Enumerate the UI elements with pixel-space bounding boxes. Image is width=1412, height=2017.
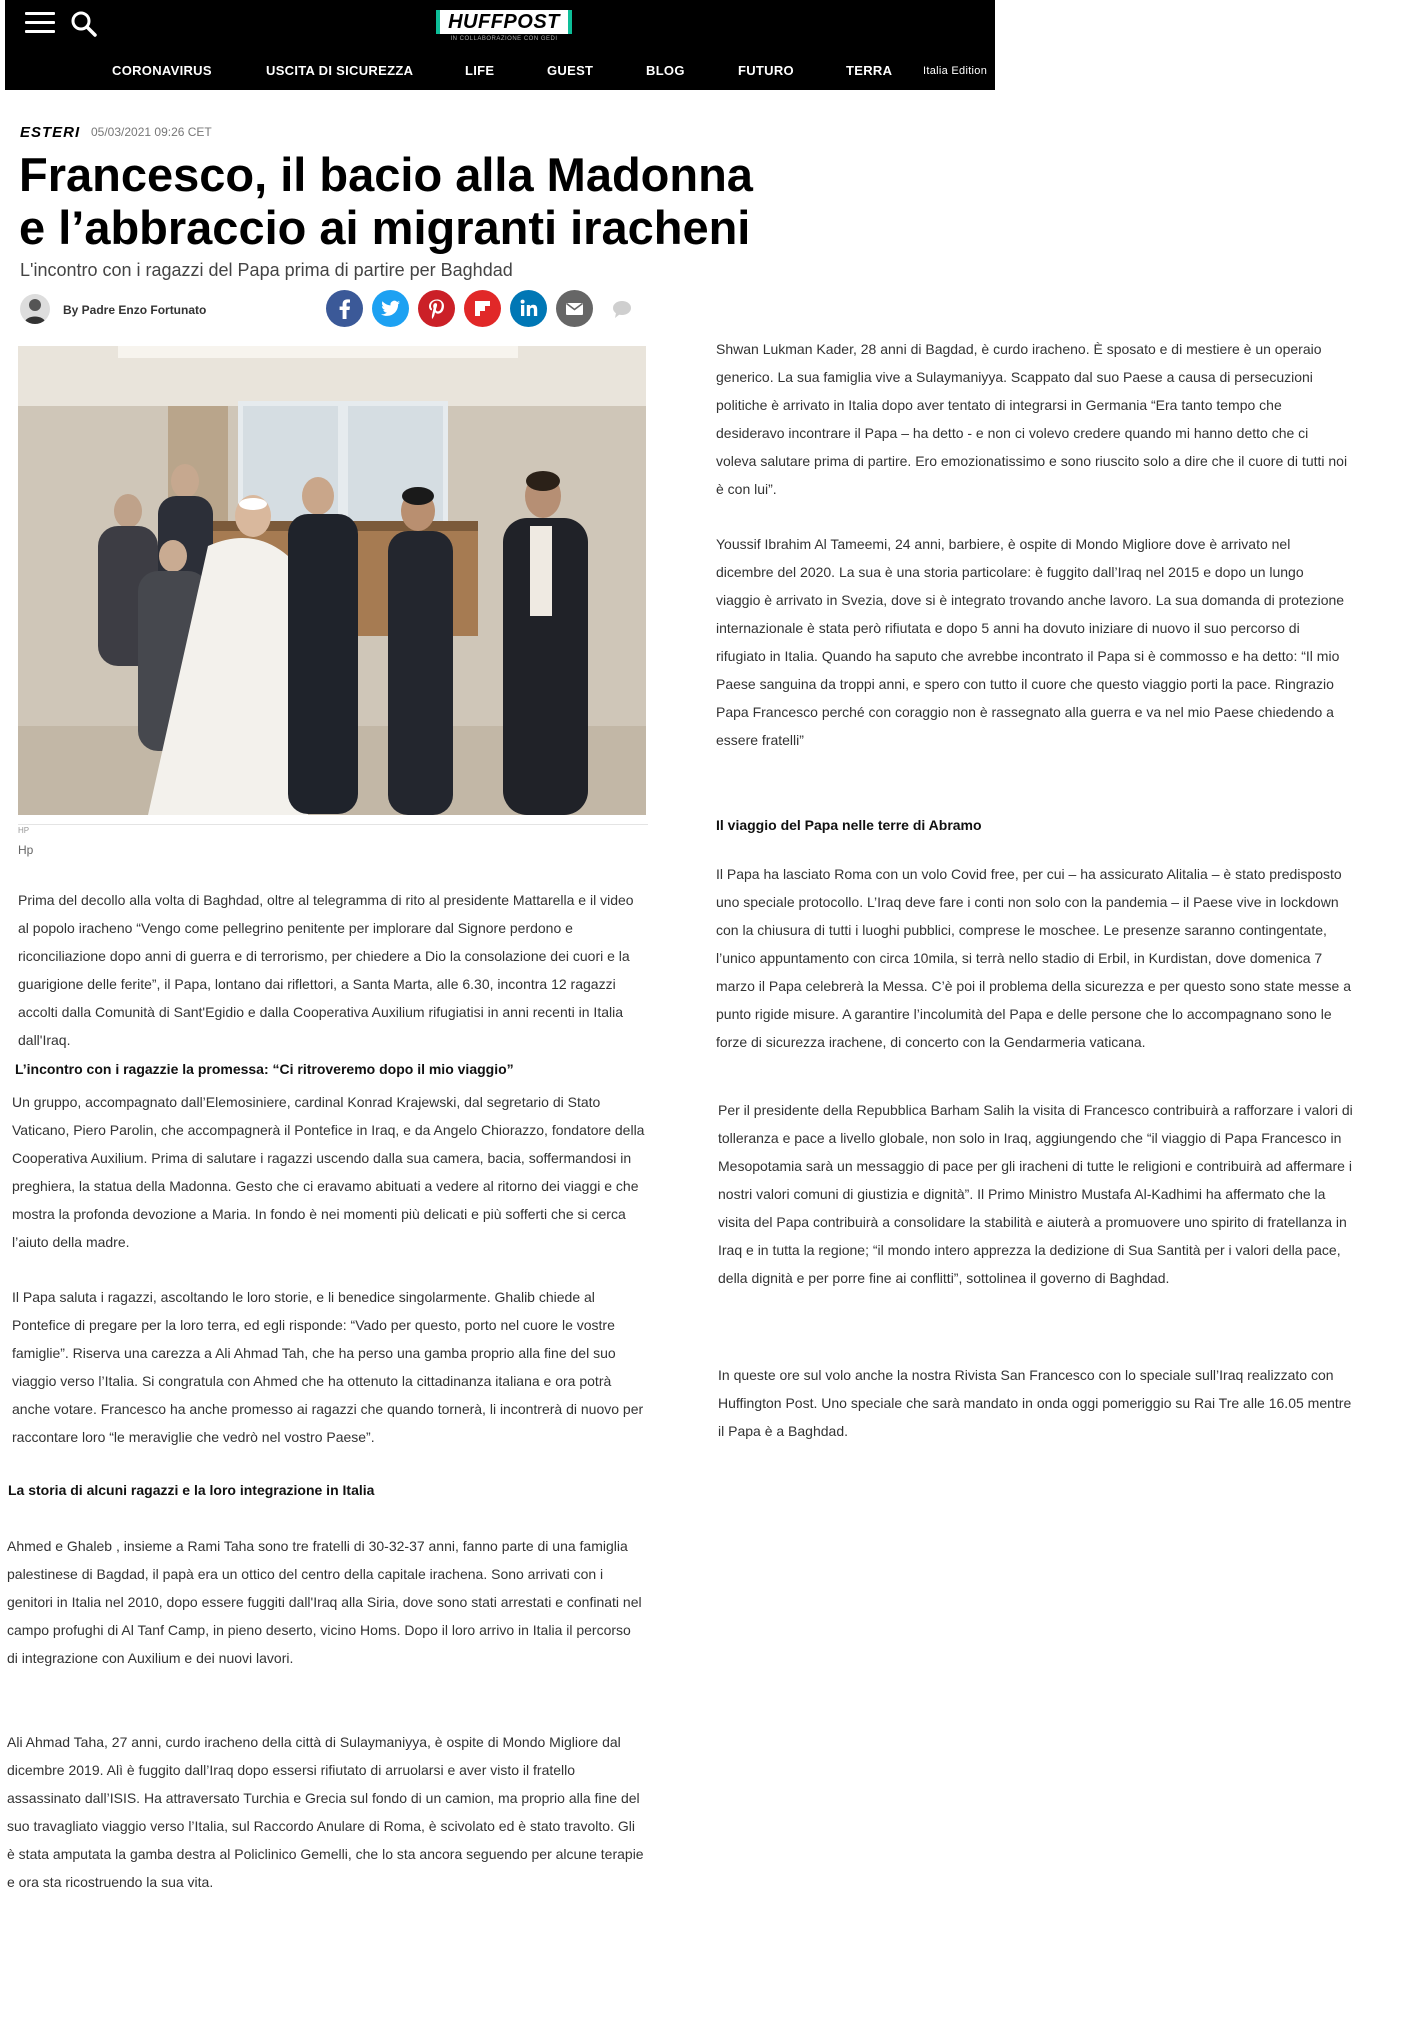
nav-item-guest[interactable]: GUEST	[547, 63, 594, 78]
share-email-button[interactable]	[556, 290, 593, 327]
paragraph: Un gruppo, accompagnato dall’Elemosiniere, cardinal Konrad Krajewski, dal segretario di Stato Vaticano, Piero Parolin, che accompagnerà il Pontefice in Iraq, e da Angelo Chiorazzo, fondatore della Cooperativa Auxilium. Prima di salutare i ragazzi uscendo dalla sua camera, bacia, soffermandosi in preghiera, la statua della Madonna. Gesto che ci eravamo abituati a vedere al ritorno dei viaggi e che mostra la profonda devozione a Maria. In fondo è nei momenti più delicati e più sofferti che si cerca l’aiuto della madre.	[12, 1094, 645, 1250]
nav-item-futuro[interactable]: FUTURO	[738, 63, 794, 78]
paragraph: Youssif Ibrahim Al Tameemi, 24 anni, barbiere, è ospite di Mondo Migliore dove è arrivato nel dicembre del 2020. La sua è una storia particolare: è fuggito dall’Iraq nel 2015 e dopo un lungo viaggio è arrivato in Svezia, dove si è integrato trovando anche lavoro. La sua domanda di protezione internazionale è stata però rifiutata e dopo 5 anni ha dovuto iniziare di nuovo il suo percorso di rifugiato in Italia. Quando ha saputo che avrebbe incontrato il Papa si è commosso e ha detto: “Il mio Paese sanguina da troppi anni, e spero con tutto il cuore che questo viaggio porti la pace. Ringrazio Papa Francesco perché con coraggio non è rassegnato alla guerra e va nel mio Paese chiedendo a essere fratelli”	[716, 536, 1345, 748]
publish-date: 05/03/2021 09:26 CET	[91, 125, 212, 139]
section-heading: Il viaggio del Papa nelle terre di Abramo	[716, 817, 982, 833]
facebook-icon	[326, 290, 363, 327]
section-heading: L’incontro con i ragazzie la promessa: “Ci ritroveremo dopo il mio viaggio”	[15, 1061, 514, 1077]
paragraph: Per il presidente della Repubblica Barham Salih la visita di Francesco contribuirà a rafforzare i valori di tolleranza e pace a livello globale, non solo in Iraq, aggiungendo che “il viaggio di Papa Francesco in Mesopotamia sarà un messaggio di pace per gli iracheni di tutte le religioni e contribuirà ad affermare i nostri valori comuni di giustizia e dignità”. Il Primo Ministro Mustafa Al-Kadhimi ha affermato che la visita del Papa contribuirà a consolidare la stabilità e aiuterà a promuovere uno spirito di fratellanza in Iraq e in tutta la regione; “il mondo intero apprezza la dedizione di Sua Santità per i valori della pace, della dignità e per porre fine ai conflitti”, sottolinea il governo di Baghdad.	[718, 1102, 1353, 1286]
paragraph: Ali Ahmad Taha, 27 anni, curdo iracheno della città di Sulaymaniyya, è ospite di Mondo Migliore dal dicembre 2019. Alì è fuggito dall’Iraq dopo essersi rifiutato di arruolarsi e aver visto il fratello assassinato dall’ISIS. Ha attraversato Turchia e Grecia sul fondo di un camion, ma proprio alla fine del suo travagliato viaggio verso l’Italia, sul Raccordo Anulare di Roma, è scivolato ed è stato travolto. Gli è stata amputata la gamba destra al Policlinico Gemelli, che lo sta ancora seguendo per alcune terapie e ora sta ricostruendo la sua vita.	[7, 1734, 644, 1890]
author-byline[interactable]: By Padre Enzo Fortunato	[63, 303, 207, 317]
paragraph: Il Papa saluta i ragazzi, ascoltando le loro storie, e li benedice singolarmente. Ghalib chiede al Pontefice di pregare per la loro terra, ed egli risponde: “Vado per questo, porto nel cuore le vostre famiglie”. Riserva una carezza a Ali Ahmad Tah, che ha perso una gamba proprio alla fine del suo viaggio verso l’Italia. Si congratula con Ahmed che ha ottenuto la cittadinanza italiana e ora potrà anche votare. Francesco ha anche promesso ai ragazzi che quando tornerà, li incontrerà di nuovo per raccontare loro “le meraviglie che vedrò nel vostro Paese”.	[12, 1289, 644, 1445]
nav-item-coronavirus[interactable]: CORONAVIRUS	[112, 63, 212, 78]
twitter-icon	[372, 290, 409, 327]
edition-selector[interactable]: Italia Edition	[923, 65, 988, 77]
share-flipboard-button[interactable]	[464, 290, 501, 327]
paragraph: In queste ore sul volo anche la nostra Rivista San Francesco con lo speciale sull’Iraq realizzato con Huffington Post. Uno speciale che sarà mandato in onda oggi pomeriggio su Rai Tre alle 16.05 mentre il Papa è a Baghdad.	[718, 1367, 1352, 1439]
logo-tagline: IN COLLABORAZIONE CON GEDI	[450, 36, 558, 42]
share-twitter-button[interactable]	[372, 290, 409, 327]
logo-wordmark: HUFFPOST	[436, 10, 572, 34]
nav-item-uscita-di-sicurezza[interactable]: USCITA DI SICUREZZA	[266, 63, 414, 78]
main-nav	[5, 53, 995, 90]
huffpost-logo[interactable]	[429, 10, 579, 40]
photo-divider	[18, 824, 648, 825]
article-subtitle: L'incontro con i ragazzi del Papa prima di partire per Baghdad	[20, 260, 513, 280]
share-linkedin-button[interactable]	[510, 290, 547, 327]
hamburger-menu-icon[interactable]	[25, 12, 55, 34]
photo-credit: Hp	[18, 843, 34, 857]
share-facebook-button[interactable]	[326, 290, 363, 327]
paragraph: Prima del decollo alla volta di Baghdad, oltre al telegramma di rito al presidente Mattarella e il video al popolo iracheno “Vengo come pellegrino penitente per implorare dal Signore perdono e riconciliazione dopo anni di guerra e di terrorismo, per chiedere a Dio la consolazione dei cuori e la guarigione delle ferite”, il Papa, lontano dai riflettori, a Santa Marta, alle 6.30, incontra 12 ragazzi accolti dalla Comunità di Sant'Egidio e dalla Cooperativa Auxilium rifugiatisi in anni recenti in Italia dall'Iraq.	[18, 892, 634, 1048]
nav-item-blog[interactable]: BLOG	[646, 63, 685, 78]
linkedin-icon	[510, 290, 547, 327]
flipboard-icon	[464, 290, 501, 327]
pinterest-icon	[418, 290, 455, 327]
article-title: Francesco, il bacio alla Madonna e l’abbraccio ai migranti iracheni	[19, 148, 753, 254]
author-avatar	[20, 294, 50, 324]
email-icon	[556, 290, 593, 327]
section-heading: La storia di alcuni ragazzi e la loro integrazione in Italia	[8, 1482, 375, 1498]
photo-credit-small: HP	[18, 826, 30, 835]
paragraph: Ahmed e Ghaleb , insieme a Rami Taha sono tre fratelli di 30-32-37 anni, fanno parte di una famiglia palestinese di Bagdad, il papà era un ottico del centro della capitale irachena. Sono arrivati con i genitori in Italia nel 2010, dopo essere fuggiti dall'Iraq alla Siria, dove sono stati arrestati e confinati nel campo profughi di Al Tanf Camp, in pieno deserto, vicino Homs. Dopo il loro arrivo in Italia il percorso di integrazione con Auxilium e dei nuovi lavori.	[7, 1538, 642, 1666]
share-pinterest-button[interactable]	[418, 290, 455, 327]
nav-item-terra[interactable]: TERRA	[846, 63, 893, 78]
comment-icon[interactable]	[612, 300, 632, 318]
article-photo[interactable]	[18, 346, 646, 815]
search-icon[interactable]	[70, 10, 98, 38]
paragraph: Il Papa ha lasciato Roma con un volo Covid free, per cui – ha assicurato Alitalia – è stato predisposto uno speciale protocollo. L’Iraq deve fare i conti non solo con la pandemia – il Paese vive in lockdown con la chiusura di tutti i luoghi pubblici, comprese le moschee. Le presenze saranno contingentate, l’unico appuntamento con circa 10mila, si terrà nello stadio di Erbil, in Kurdistan, dove domenica 7 marzo il Papa celebrerà la Messa. C’è poi il problema della sicurezza e per questo sono state messe a punto rigide misure. A garantire l’incolumità del Papa e delle persone che lo accompagnano sono le forze di sicurezza irachene, di concerto con la Gendarmeria vaticana.	[716, 866, 1351, 1050]
section-label[interactable]: ESTERI	[20, 124, 81, 141]
paragraph: Shwan Lukman Kader, 28 anni di Bagdad, è curdo iracheno. È sposato e di mestiere è un operaio generico. La sua famiglia vive a Sulaymaniyya. Scappato dal suo Paese a causa di persecuzioni politiche è arrivato in Italia dopo aver tentato di integrarsi in Germania “Era tanto tempo che desideravo incontrare il Papa – ha detto - e non ci volevo credere quando mi hanno detto che ci voleva salutare prima di partire. Ero emozionatissimo e sono riuscito solo a dire che il cuore di tutti noi è con lui”.	[716, 341, 1348, 497]
top-header	[5, 0, 995, 90]
nav-item-life[interactable]: LIFE	[465, 63, 495, 78]
